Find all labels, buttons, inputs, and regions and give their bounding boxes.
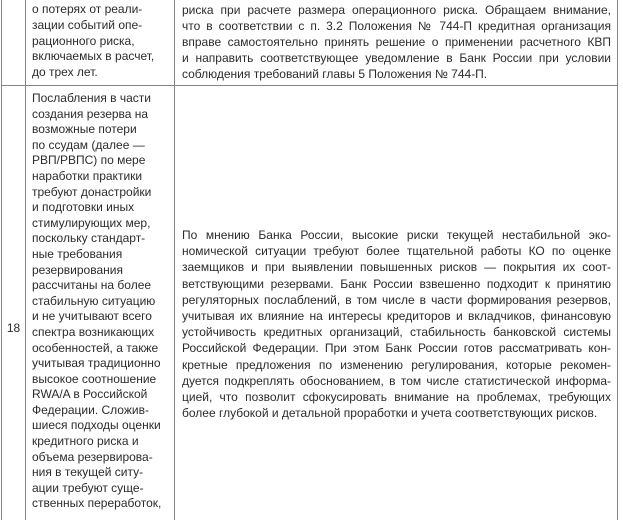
response-text-last-line: более глубокой и детальной проработки и учета соответствующих рисков. (182, 406, 598, 421)
table-row-18 (2, 86, 617, 520)
row-number-cell (2, 86, 26, 520)
proposal-text: Послабления в части создания резерва на возможные потери по ссудам (далее — РВП/РВПС) по мере наработки практики требуют донастройки и подготовки иных стимулирующих мер, поскольку стандарт- ные требования резервирования рассчитаны на более стабильную ситуацию и не учитывают всего спектра возникающих особенностей, а также учитывая традиционно высокое соотношение RWA/A в Российской Федерации. Сложив- шиеся подходы оценки кредитного риска и объема резервирова- ния в текущей ситу- ации требуют суще- ственных переработок, (32, 91, 162, 511)
response-cell (175, 0, 617, 85)
table-row-partial (2, 0, 617, 86)
response-cell (175, 86, 617, 520)
proposal-cell (26, 0, 175, 85)
row-number-cell (2, 0, 26, 85)
comments-table (1, 0, 618, 520)
response-text-last-line: соблюдения требований главы 5 Положения № 744-П. (182, 67, 488, 81)
row-number: 18 (6, 321, 21, 335)
proposal-text: о потерях от реали- зации событий опе- рационного риска, включаемых в расчет, до трех лет. (32, 2, 155, 80)
proposal-cell (26, 86, 175, 520)
response-text: По мнению Банка России, высокие риски текущей нестабильной эко- номической ситуации требуют более тщательной работы КО по оценке заемщиков и при выявлении повышенных рисков — покрытия их соот- ветствующими резервами. Банк России взвешенно подходит к принятию регуляторных послаблений, в том числе в части формирования резервов, учитывая их влияние на интересы кредиторов и вкладчиков, финансовую устойчивость кредитных организаций, стабильность банковской системы Российской Федерации. При этом Банк России готов рассматривать кон- кретные предложения по изменению регулирования, которые рекомен- дуется подкреплять обоснованием, в том числе статистической информа- цией, что позволит сфокусировать внимание на проблемах, требующих (182, 228, 611, 405)
response-text: риска при расчете размера операционного риска. Обращаем внимание, что в соответствии с п. 3.2 Положения № 744-П кредитная организация вправе самостоятельно принять решение о применении расчетного КВП и направить соответствующее уведомление в Банк России при условии (182, 3, 611, 65)
